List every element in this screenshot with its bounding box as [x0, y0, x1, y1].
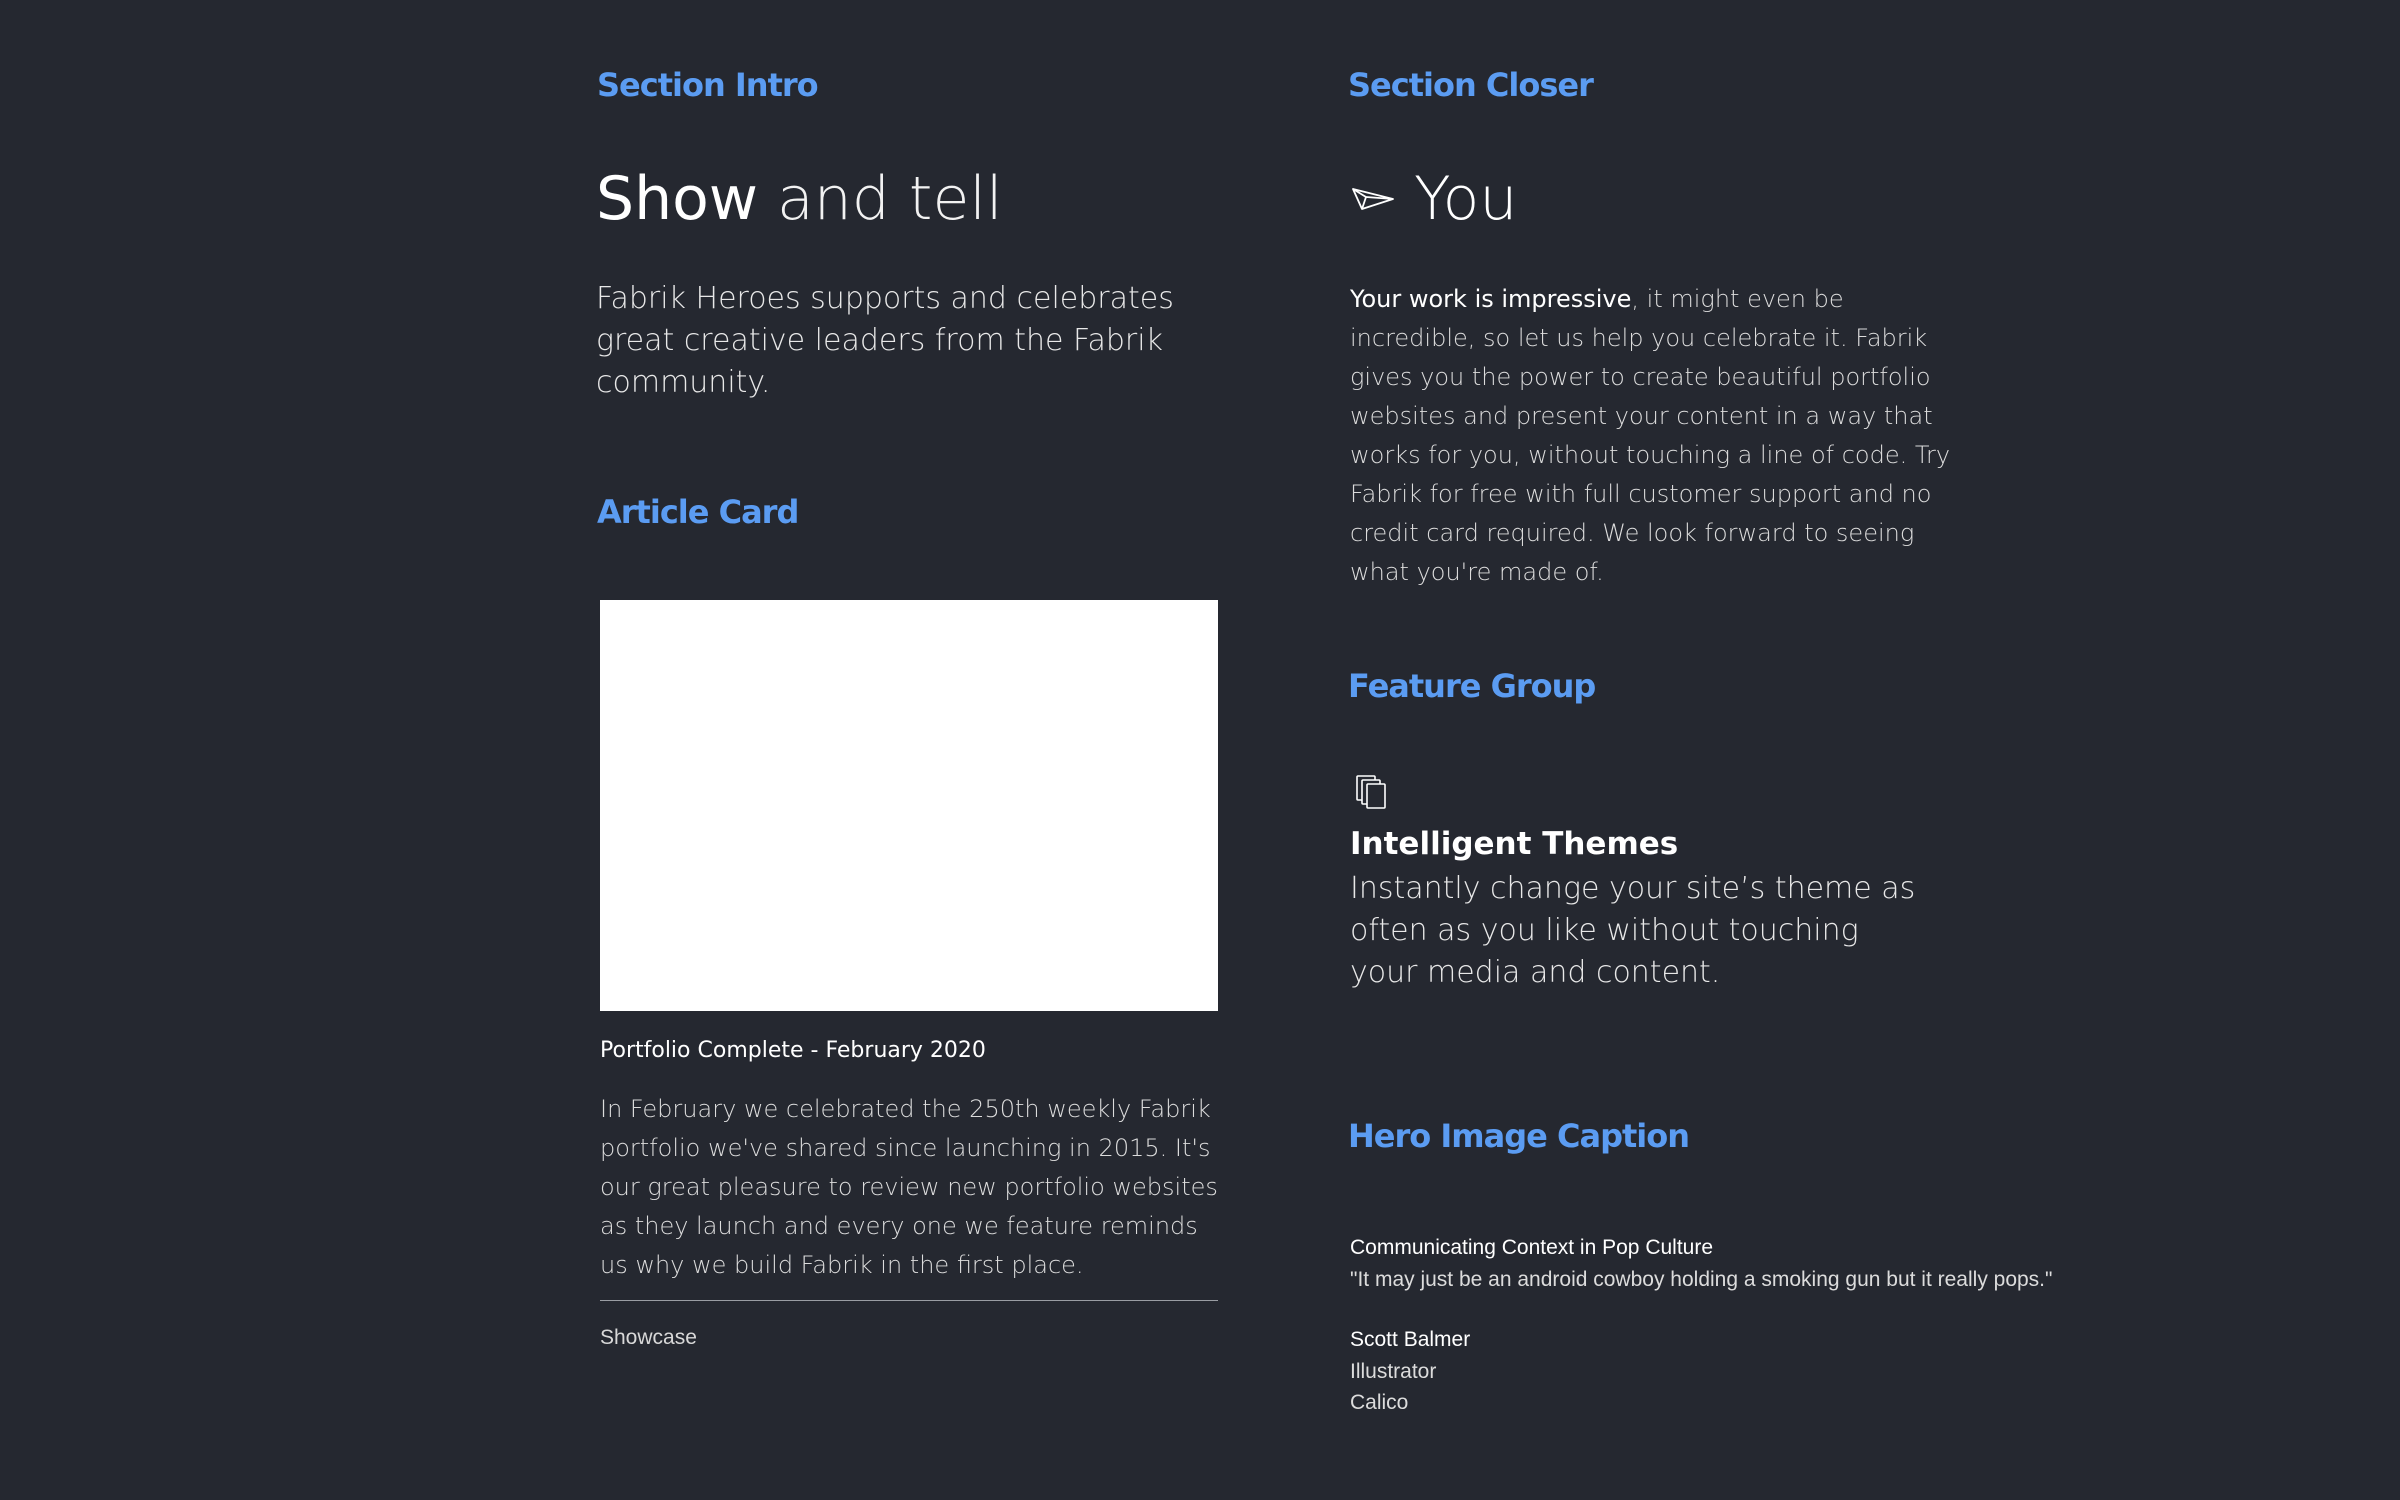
article-card-body: In February we celebrated the 250th weekly Fabrik portfolio we've shared since launching in 2015. It's our great pleasure to review new portfolio websites as they launch and every one we feature reminds us why we build Fabrik in the first place. [600, 1095, 1218, 1279]
closer-body-rest: , it might even be incredible, so let us help you celebrate it. Fabrik gives you the power to create beautiful portfolio websites and present your content in a way that works for you, without touching a line of code. Try Fabrik for free with full customer support and no credit card required. We look forward to seeing what you're made of. [1350, 285, 1951, 586]
caption-company: Calico [1350, 1391, 1409, 1414]
caption-quote: "It may just be an android cowboy holding a smoking gun but it really pops." [1350, 1268, 2053, 1291]
caption-name: Scott Balmer [1350, 1328, 1471, 1351]
closer-heading-text: You [1414, 164, 1518, 234]
closer-body-emphasis: Your work is impressive [1350, 285, 1632, 313]
intro-body: Fabrik Heroes supports and celebrates great creative leaders from the Fabrik community. [596, 281, 1174, 400]
hero-image-caption-label: Hero Image Caption [1348, 1117, 1689, 1155]
copy-pages-icon [1355, 774, 1391, 812]
caption-role: Illustrator [1350, 1360, 1437, 1383]
closer-heading [1350, 164, 1517, 234]
article-card-image[interactable] [600, 600, 1218, 1011]
intro-title-strong: Show [596, 164, 758, 234]
feature-title: Intelligent Themes [1350, 826, 1679, 862]
article-card-tag[interactable]: Showcase [600, 1326, 697, 1349]
intro-title [596, 164, 1003, 234]
section-intro-label: Section Intro [597, 66, 818, 104]
article-card-label: Article Card [597, 493, 799, 531]
feature-group-label: Feature Group [1348, 667, 1596, 705]
paper-plane-icon [1350, 164, 1396, 234]
section-closer-label: Section Closer [1348, 66, 1593, 104]
closer-body [1350, 280, 1975, 592]
caption-title: Communicating Context in Pop Culture [1350, 1236, 1714, 1259]
article-card-divider [600, 1300, 1218, 1301]
intro-title-rest: and tell [757, 164, 1003, 234]
article-card-title[interactable]: Portfolio Complete - February 2020 [600, 1038, 986, 1063]
feature-body: Instantly change your site’s theme as often as you like without touching your media and content. [1350, 871, 1916, 990]
